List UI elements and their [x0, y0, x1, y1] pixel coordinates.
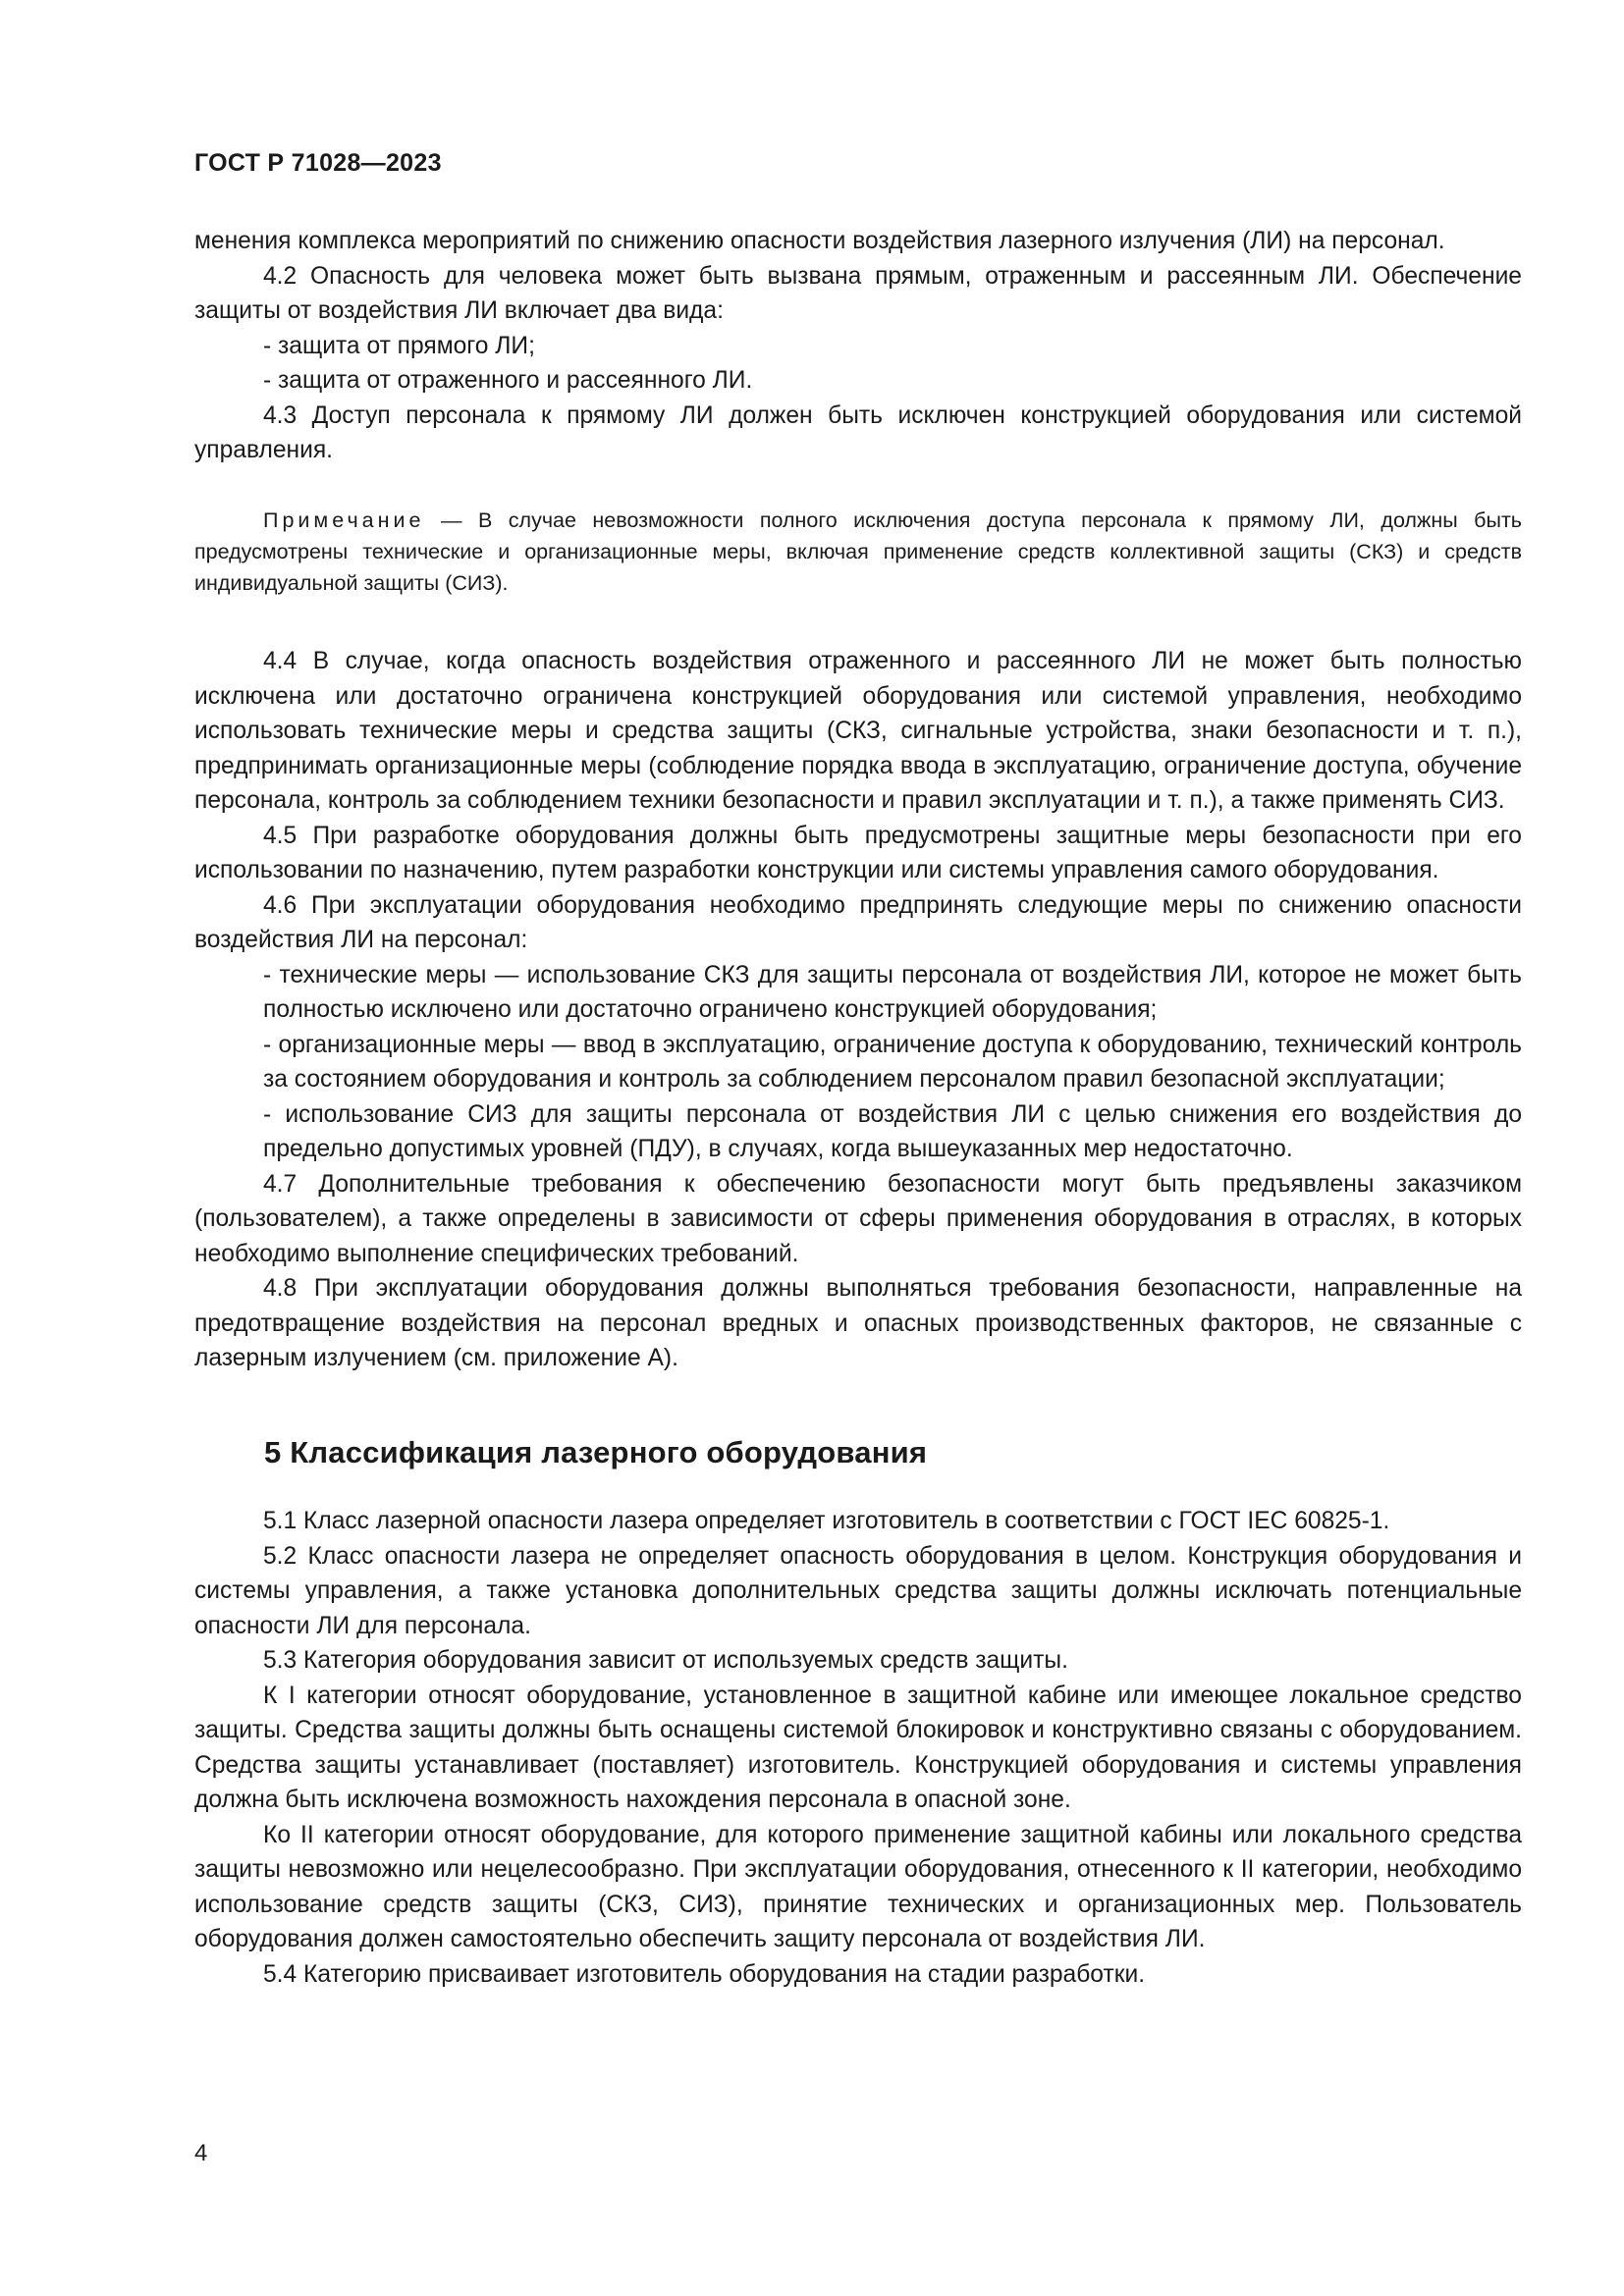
paragraph: Ко II категории относят оборудование, для которого применение защитной кабины или локального средства защиты невозможно или нецелесообразно. При эксплуатации оборудования, отнесенного к II категории, необходимо использование средств защиты (СКЗ, СИЗ), принятие технических и организационных мер. Пользователь оборудования должен самостоятельно обеспечить защиту персонала от воздействия ЛИ.	[194, 1821, 1522, 1952]
paragraph: 4.3 Доступ персонала к прямому ЛИ должен быть исключен конструкцией оборудования или системой управления.	[194, 401, 1522, 463]
paragraph: 4.2 Опасность для человека может быть вызвана прямым, отраженным и рассеянным ЛИ. Обеспечение защиты от воздействия ЛИ включает два вида:	[194, 262, 1522, 324]
paragraph: 4.5 При разработке оборудования должны быть предусмотрены защитные меры безопасности при его использовании по назначению, путем разработки конструкции или системы управления самого оборудования.	[194, 822, 1522, 883]
list-item: - защита от отраженного и рассеянного ЛИ.	[263, 367, 753, 394]
list-item: - организационные меры — ввод в эксплуатацию, ограничение доступа к оборудованию, технический контроль за состоянием оборудования и контроль за соблюдением персоналом правил безопасной эксплуатации;	[263, 1031, 1522, 1093]
paragraph: 4.6 При эксплуатации оборудования необходимо предпринять следующие меры по снижению опасности воздействия ЛИ на персонал:	[194, 891, 1522, 953]
note-paragraph	[194, 505, 1522, 599]
paragraph: 4.7 Дополнительные требования к обеспечению безопасности могут быть предъявлены заказчиком (пользователем), а также определены в зависимости от сферы применения оборудования в отраслях, в которых необходимо выполнение специфических требований.	[194, 1170, 1522, 1267]
standard-header: ГОСТ Р 71028—2023	[194, 149, 442, 177]
paragraph: менения комплекса мероприятий по снижению опасности воздействия лазерного излучения (ЛИ) на персонал.	[194, 228, 1445, 254]
paragraph: 4.4 В случае, когда опасность воздействия отраженного и рассеянного ЛИ не может быть полностью исключена или достаточно ограничена конструкцией оборудования или системой управления, необходимо использовать технические меры и средства защиты (СКЗ, сигнальные устройства, знаки безопасности и т. п.), предпринимать организационные меры (соблюдение порядка ввода в эксплуатацию, ограничение доступа, обучение персонала, контроль за соблюдением техники безопасности и правил эксплуатации и т. п.), а также применять СИЗ.	[194, 648, 1522, 814]
paragraph: 4.8 При эксплуатации оборудования должны выполняться требования безопасности, направленные на предотвращение воздействия на персонал вредных и опасных производственных факторов, не связанные с лазерным излучением (см. приложение А).	[194, 1275, 1522, 1371]
paragraph: 5.1 Класс лазерной опасности лазера определяет изготовитель в соответствии с ГОСТ IEC 60825-1.	[263, 1508, 1390, 1534]
paragraph: 5.2 Класс опасности лазера не определяет опасность оборудования в целом. Конструкция оборудования и системы управления, а также установка дополнительных средства защиты должны исключать потенциальные опасности ЛИ для персонала.	[194, 1542, 1522, 1639]
note-label: Примечание	[263, 508, 425, 532]
section-5-title: 5 Классификация лазерного оборудования	[264, 1435, 928, 1469]
note-text: — В случае невозможности полного исключения доступа персонала к прямому ЛИ, должны быть предусмотрены технические и организационные меры, включая применение средств коллективной защиты (СКЗ) и средств индивидуальной защиты (СИЗ).	[194, 508, 1522, 595]
paragraph: 5.4 Категорию присваивает изготовитель оборудования на стадии разработки.	[263, 1960, 1146, 1988]
note-block	[194, 505, 1522, 599]
paragraph: 5.3 Категория оборудования зависит от используемых средств защиты.	[263, 1647, 1068, 1674]
list-item: - использование СИЗ для защиты персонала от воздействия ЛИ с целью снижения его воздействия до предельно допустимых уровней (ПДУ), в случаях, когда вышеуказанных мер недостаточно.	[263, 1100, 1522, 1162]
page-number: 4	[194, 2140, 208, 2166]
text-block-4-1-to-4-3	[194, 224, 1522, 468]
list-item: - защита от прямого ЛИ;	[263, 332, 535, 359]
text-block-section-5	[194, 1504, 1522, 1992]
list-item: - технические меры — использование СКЗ для защиты персонала от воздействия ЛИ, которое не может быть полностью исключено или достаточно ограничено конструкцией оборудования;	[263, 961, 1522, 1023]
paragraph: К I категории относят оборудование, установленное в защитной кабине или имеющее локальное средство защиты. Средства защиты должны быть оснащены системой блокировок и конструктивно связаны с оборудованием. Средства защиты устанавливает (поставляет) изготовитель. Конструкцией оборудования и системы управления должна быть исключена возможность нахождения персонала в опасной зоне.	[194, 1682, 1522, 1813]
text-block-4-4-to-4-8	[194, 644, 1522, 1376]
